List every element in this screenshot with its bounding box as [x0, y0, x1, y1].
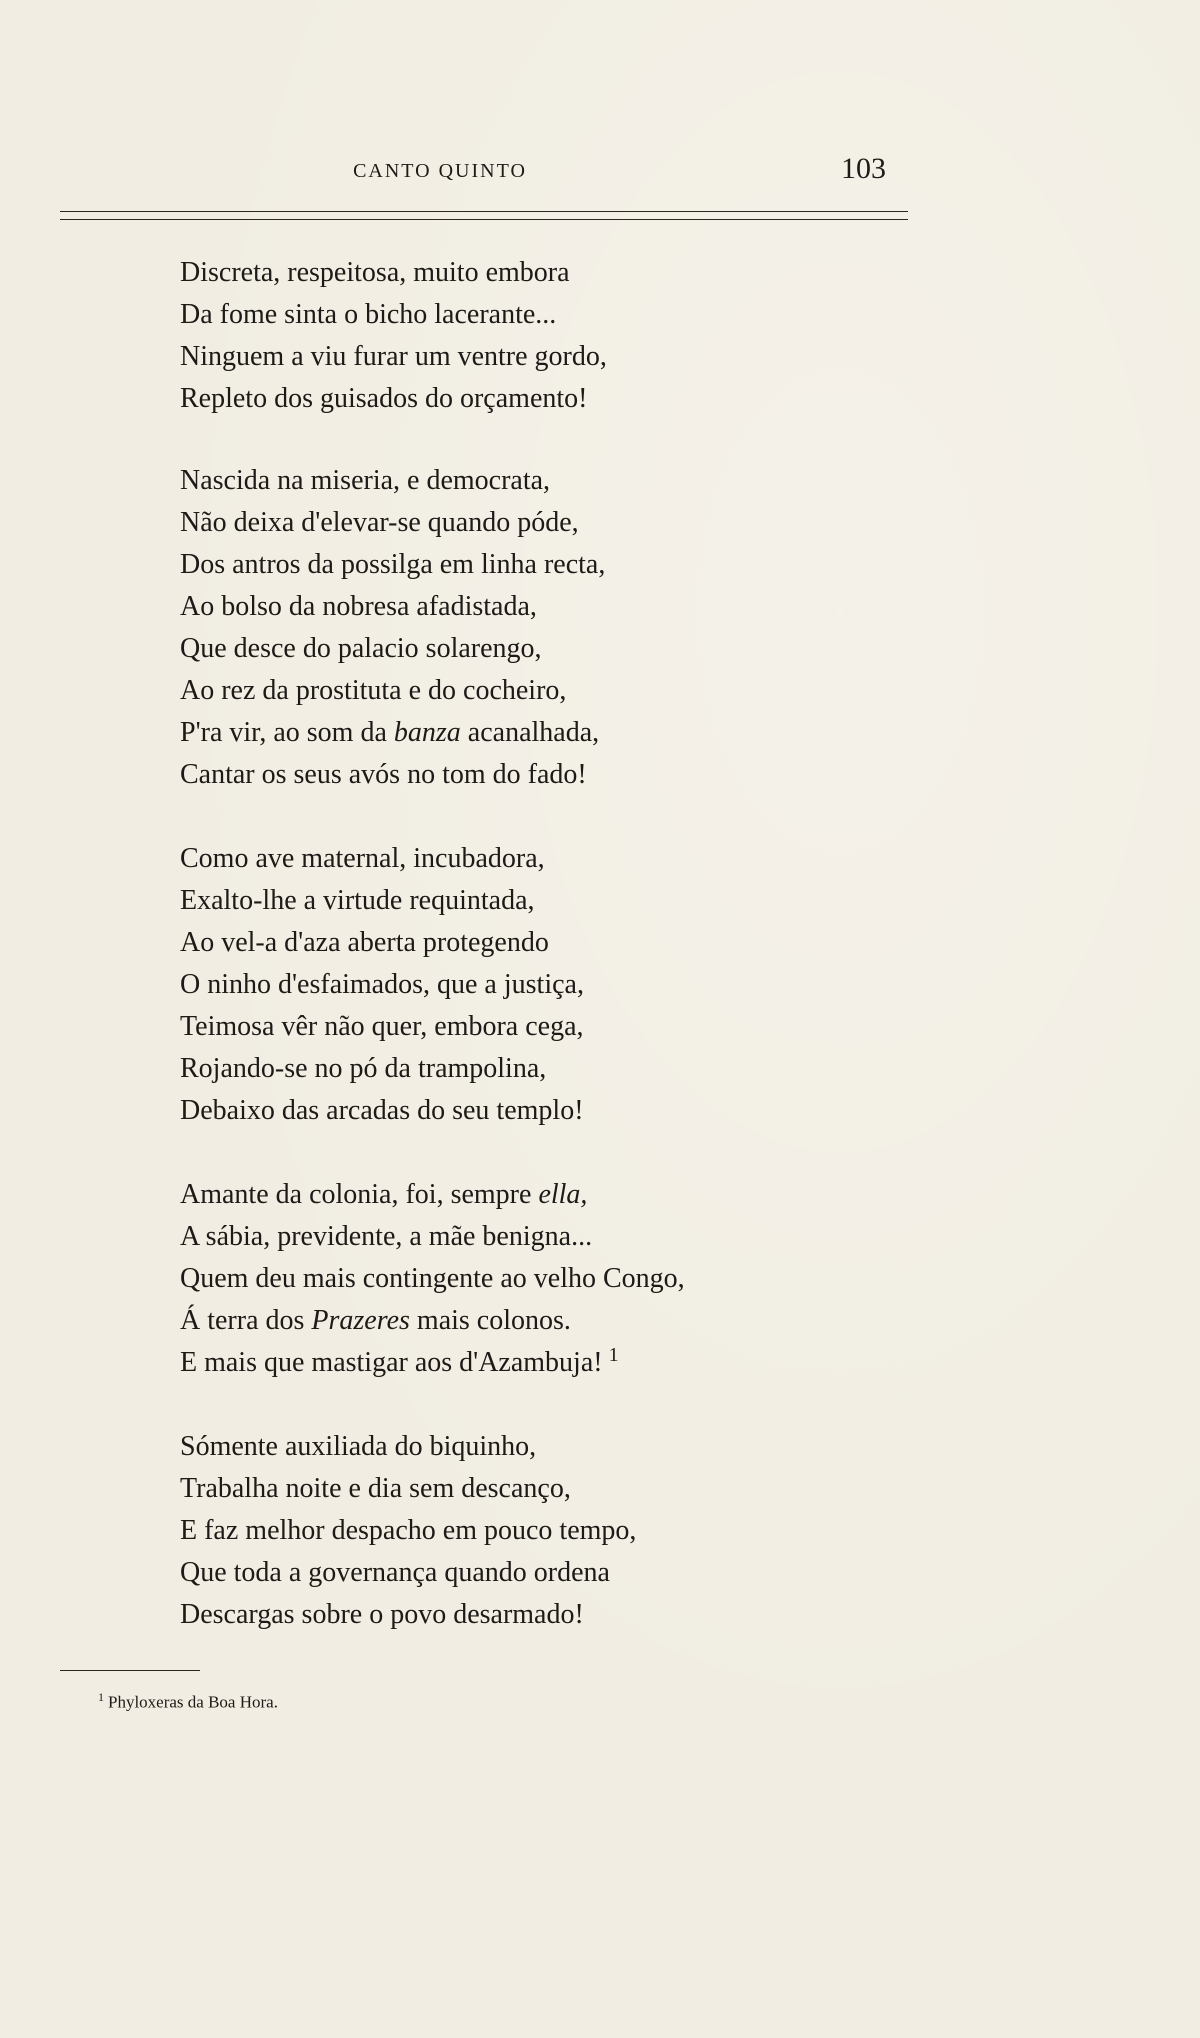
verse-line: Ninguem a viu furar um ventre gordo, — [180, 341, 607, 372]
verse-line: E faz melhor despacho em pouco tempo, — [180, 1515, 637, 1546]
verse-line: Ao rez da prostituta e do cocheiro, — [180, 675, 567, 706]
verse-line — [180, 712, 880, 754]
italic-word: banza — [393, 717, 461, 748]
footnote — [98, 1690, 278, 1713]
running-title: CANTO QUINTO — [353, 160, 527, 182]
verse-line: Cantar os seus avós no tom do fado! — [180, 759, 587, 790]
verse-line: Que desce do palacio solarengo, — [180, 633, 542, 664]
verse-text: E mais que mastigar aos d'Azambuja! — [180, 1347, 603, 1378]
verse-line: Exalto-lhe a virtude requintada, — [180, 885, 535, 916]
verse-line — [180, 1300, 880, 1342]
verse-line: Dos antros da possilga em linha recta, — [180, 549, 606, 580]
verse-line: Rojando-se no pó da trampolina, — [180, 1053, 547, 1084]
verse-line: Ao vel-a d'aza aberta protegendo — [180, 927, 549, 958]
verse-line: Da fome sinta o bicho lacerante... — [180, 299, 557, 330]
header-rule-bottom — [60, 219, 908, 220]
verse-text: Á terra dos — [180, 1305, 312, 1336]
verse-line: Trabalha noite e dia sem descanço, — [180, 1473, 571, 1504]
header-rule-top — [60, 211, 908, 212]
verse-line: Não deixa d'elevar-se quando póde, — [180, 507, 579, 538]
footnote-reference[interactable]: 1 — [608, 1343, 619, 1366]
verse-line — [180, 1174, 880, 1216]
stanza-4 — [180, 1174, 880, 1384]
italic-word: ella, — [538, 1179, 588, 1210]
verse-line: Sómente auxiliada do biquinho, — [180, 1431, 537, 1462]
verse-line: Nascida na miseria, e democrata, — [180, 465, 551, 496]
stanza-1 — [180, 252, 880, 420]
stanza-5 — [180, 1426, 880, 1636]
verse-text: P'ra vir, ao som da — [180, 717, 394, 748]
footnote-mark: 1 — [98, 1690, 104, 1704]
verse-line: Ao bolso da nobresa afadistada, — [180, 591, 537, 622]
verse-text: Amante da colonia, foi, sempre — [180, 1179, 539, 1210]
verse-line: Descargas sobre o povo desarmado! — [180, 1599, 584, 1630]
verse-line: O ninho d'esfaimados, que a justiça, — [180, 969, 584, 1000]
stanza-2 — [180, 460, 880, 796]
page-number: 103 — [841, 152, 886, 185]
verse-line: Teimosa vêr não quer, embora cega, — [180, 1011, 584, 1042]
page-header — [60, 150, 908, 190]
verse-line: Quem deu mais contingente ao velho Congo, — [180, 1263, 685, 1294]
verse-line: Que toda a governança quando ordena — [180, 1557, 610, 1588]
verse-line: Discreta, respeitosa, muito embora — [180, 257, 570, 288]
footnote-text: Phyloxeras da Boa Hora. — [108, 1692, 278, 1712]
italic-word: Prazeres — [311, 1305, 410, 1336]
verse-text: acanalhada, — [460, 717, 600, 748]
verse-line: Repleto dos guisados do orçamento! — [180, 383, 588, 414]
verse-line: A sábia, previdente, a mãe benigna... — [180, 1221, 593, 1252]
verse-line: Como ave maternal, incubadora, — [180, 843, 545, 874]
footnote-rule — [60, 1670, 200, 1671]
verse-line — [180, 1342, 880, 1384]
stanza-3 — [180, 838, 880, 1132]
verse-line: Debaixo das arcadas do seu templo! — [180, 1095, 584, 1126]
verse-text: mais colonos. — [409, 1305, 571, 1336]
